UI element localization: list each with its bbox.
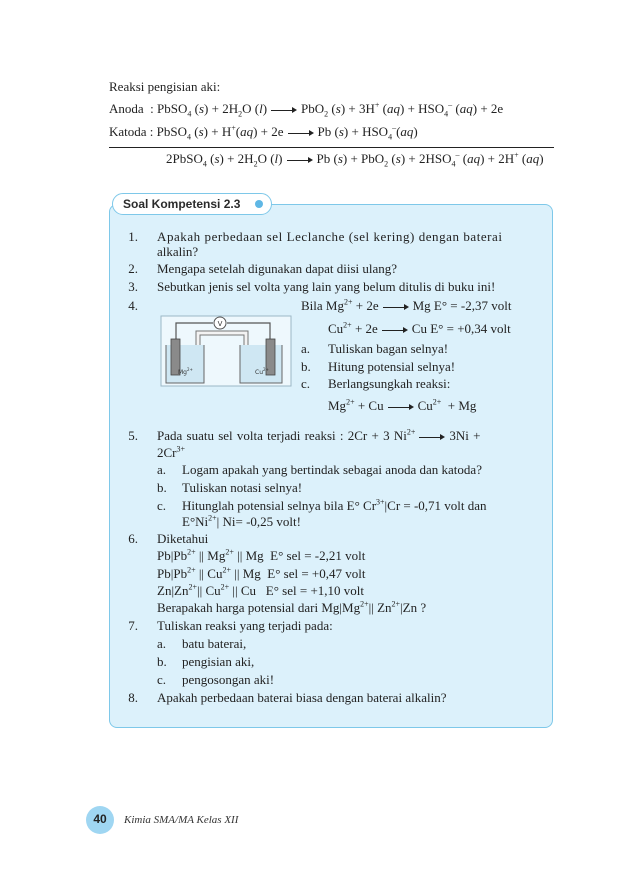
q7b-text: pengisian aki, xyxy=(182,654,255,669)
q6-question: Berapakah harga potensial dari $Mg|Mg^{2+}||$ $Zn^{2+}|Zn$ ? xyxy=(157,599,427,615)
q1-text-line1: Apakah perbedaan sel Leclanche (sel kering) dengan baterai xyxy=(157,229,503,244)
q5-number: 5. xyxy=(128,428,138,443)
q7-number: 7. xyxy=(128,618,138,633)
q5a-label: a. xyxy=(157,462,167,477)
q8-text: Apakah perbedaan baterai biasa dengan baterai alkalin? xyxy=(157,690,447,705)
cu-ion-label: Cu xyxy=(255,369,263,376)
q4-reaction-mg: Bila $Mg^{2+} + 2e$ Mg E° = -2,37 volt xyxy=(301,297,512,313)
q7b-label: b. xyxy=(157,654,167,669)
q1-text-line2: alkalin? xyxy=(157,244,199,259)
q2-number: 2. xyxy=(128,261,138,276)
mg-ion-label: Mg xyxy=(178,369,187,376)
q4a-text: Tuliskan bagan selnya! xyxy=(328,341,449,356)
q3-text: Sebutkan jenis sel volta yang lain yang belum ditulis di buku ini! xyxy=(157,279,496,294)
q6-number: 6. xyxy=(128,531,138,546)
page-number: 40 xyxy=(93,812,107,826)
q6-cell-2: $Pb|Pb^{2+}$ || $Cu^{2+}$ || Mg E° sel = +0,47 volt xyxy=(157,565,366,581)
charging-heading: Reaksi pengisian aki: xyxy=(109,79,221,94)
q5c-text-line1: Hitunglah potensial selnya bila E° $Cr^{3+}|Cr = -0,71$ volt dan xyxy=(182,497,487,513)
q4c-text: Berlangsungkah reaksi: xyxy=(328,376,451,391)
q6-cell-1: $Pb|Pb^{2+}$ || $Mg^{2+}$ || Mg E° sel = -2,21 volt xyxy=(157,547,366,563)
q7c-label: c. xyxy=(157,672,167,687)
q5b-label: b. xyxy=(157,480,167,495)
q7c-text: pengosongan aki! xyxy=(182,672,275,687)
competency-title: Soal Kompetensi 2.3 xyxy=(123,197,241,211)
q6-cell-3: $Zn|Zn^{2+}||$ $Cu^{2+}$ || Cu E° sel = +1,10 volt xyxy=(157,582,364,598)
q5a-text: Logam apakah yang bertindak sebagai anoda dan katoda? xyxy=(182,462,482,477)
q4c-reaction: $Mg^{2+} + Cu$ $Cu^{2+} + Mg$ xyxy=(328,397,477,413)
q4a-label: a. xyxy=(301,341,311,356)
q4b-text: Hitung potensial selnya! xyxy=(328,359,456,374)
q4c-label: c. xyxy=(301,376,311,391)
q7a-label: a. xyxy=(157,636,167,651)
competency-title-tab xyxy=(112,193,272,215)
q5b-text: Tuliskan notasi selnya! xyxy=(182,480,303,495)
q4-number: 4. xyxy=(128,298,138,313)
cathode-reaction: Katoda : PbSO$_4$ (s) + H+(aq) + 2e Pb $(s) + HSO_4^-(aq)$ xyxy=(109,123,418,142)
book-title: Kimia SMA/MA Kelas XII xyxy=(124,814,239,826)
q1-number: 1. xyxy=(128,229,138,244)
q5-text-line2: $2Cr^{3+}$ xyxy=(157,444,186,460)
q3-number: 3. xyxy=(128,279,138,294)
q8-number: 8. xyxy=(128,690,138,705)
q4b-label: b. xyxy=(301,359,311,374)
q7a-text: batu baterai, xyxy=(182,636,247,651)
sum-rule xyxy=(109,147,554,148)
overall-reaction: 2PbSO$_4$ $(s) + 2H_2O$ (l) Pb (s) + PbO$_2$ $(s) + 2HSO_4^-$ (aq) + 2H+ (aq) xyxy=(166,150,544,169)
voltmeter-label: V xyxy=(217,320,223,328)
svg-text:Cu2+: $Cu^{2+}$ xyxy=(255,367,269,376)
q2-text: Mengapa setelah digunakan dapat diisi ulang? xyxy=(157,261,398,276)
volta-cell-diagram xyxy=(160,315,292,387)
q4-reaction-cu: $Cu^{2+} + 2e$ Cu E° = +0,34 volt xyxy=(328,320,511,336)
q5c-text-line2: $E^\circ Ni^{2+}|$ Ni= -0,25 volt! xyxy=(182,513,301,529)
q6-text: Diketahui xyxy=(157,531,209,546)
svg-text:Mg2+: $Mg^{2+}$ xyxy=(178,367,193,376)
q5c-label: c. xyxy=(157,498,167,513)
anode-reaction: Anoda : PbSO$_4$ $(s) + 2H_2O$ (l) PbO$_2$ (s) + 3H+ $(aq) + HSO_4^-$ (aq) + 2e xyxy=(109,100,504,119)
q7-text: Tuliskan reaksi yang terjadi pada: xyxy=(157,618,333,633)
bullet-dot-icon xyxy=(255,200,263,208)
q5-text-line1: Pada suatu sel volta terjadi reaksi : 2Cr + 3 $Ni^{2+}$ 3Ni + xyxy=(157,427,481,443)
